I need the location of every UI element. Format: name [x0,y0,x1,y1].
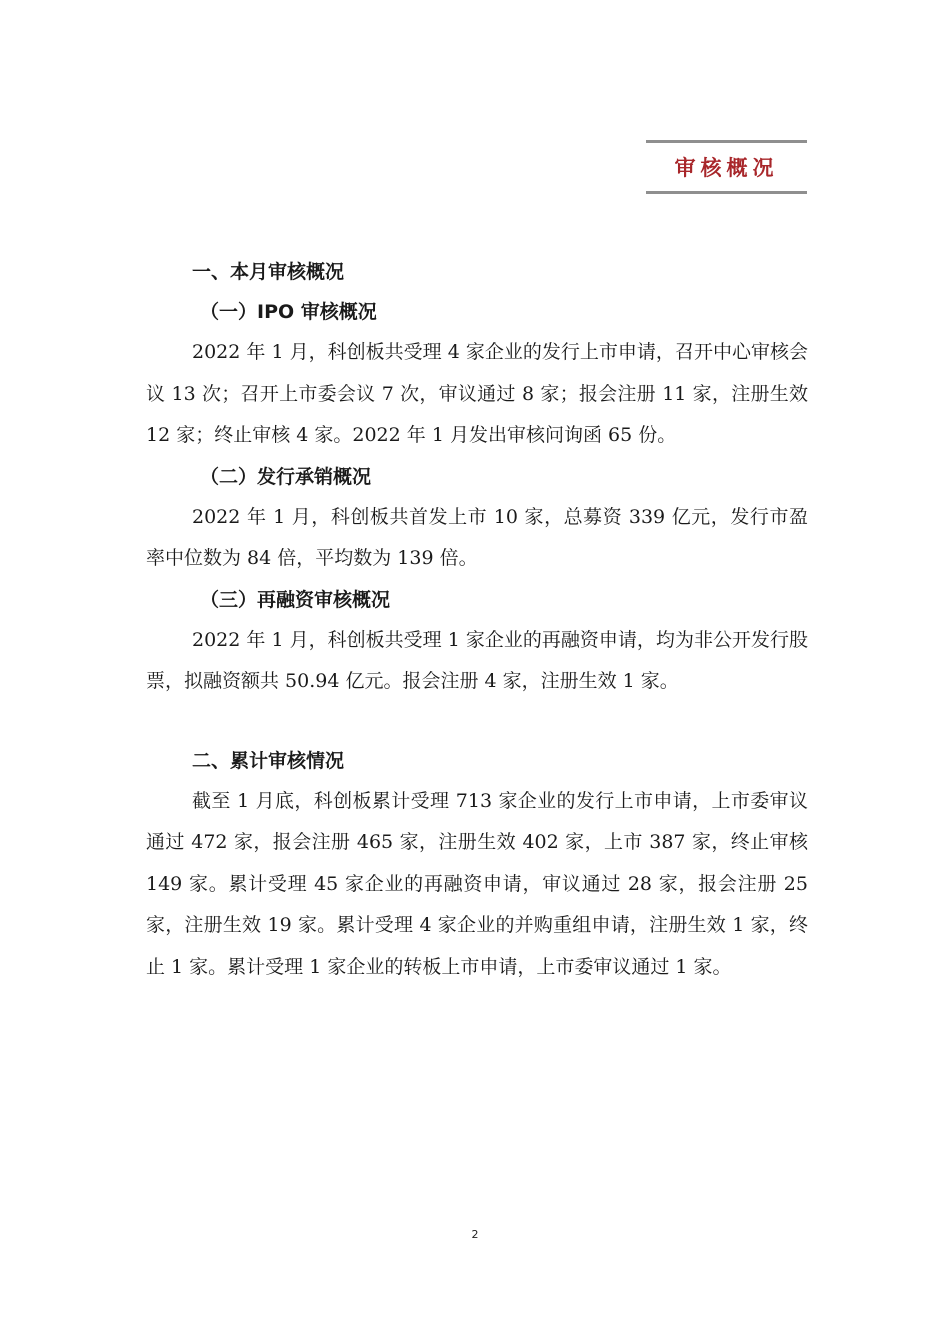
subheading-ipo-review: （一）IPO 审核概况 [200,301,377,323]
section-header-box [646,140,807,194]
section-heading-cumulative-review: 二、累计审核情况 [192,749,345,772]
section-heading-monthly-review: 一、本月审核概况 [192,261,345,283]
paragraph-refinancing: 2022 年 1 月，科创板共受理 1 家企业的再融资申请，均为非公开发行股票，拟融资额共 50.94 亿元。报会注册 4 家，注册生效 1 家。 [146,628,808,692]
paragraph-cumulative-review: 截至 1 月底，科创板累计受理 713 家企业的发行上市申请，上市委审议通过 472 家，报会注册 465 家，注册生效 402 家，上市 387 家，终止审核 149 家。累计受理 45 家企业的再融资申请，审议通过 28 家，报会注册 25 家，注册生效 19 家。累计受理 4 家企业的并购重组申请，注册生效 1 家，终止 1 家。累计受理 1 家企业的转板上市申请，上市委审议通过 1 家。 [146,789,808,978]
paragraph-ipo-review: 2022 年 1 月，科创板共受理 4 家企业的发行上市申请，召开中心审核会议 13 次；召开上市委会议 7 次，审议通过 8 家；报会注册 11 家，注册生效 12 家；终止审核 4 家。2022 年 1 月发出审核问询函 65 份。 [146,341,808,446]
subheading-underwriting: （二）发行承销概况 [200,465,372,488]
subheading-refinancing: （三）再融资审核概况 [200,588,391,611]
section-header-title: 审核概况 [674,156,779,180]
document-body [146,252,808,988]
paragraph-underwriting: 2022 年 1 月，科创板共首发上市 10 家，总募资 339 亿元，发行市盈率中位数为 84 倍，平均数为 139 倍。 [146,505,808,569]
section-spacer [146,703,808,741]
page-number: 2 [471,1228,479,1241]
